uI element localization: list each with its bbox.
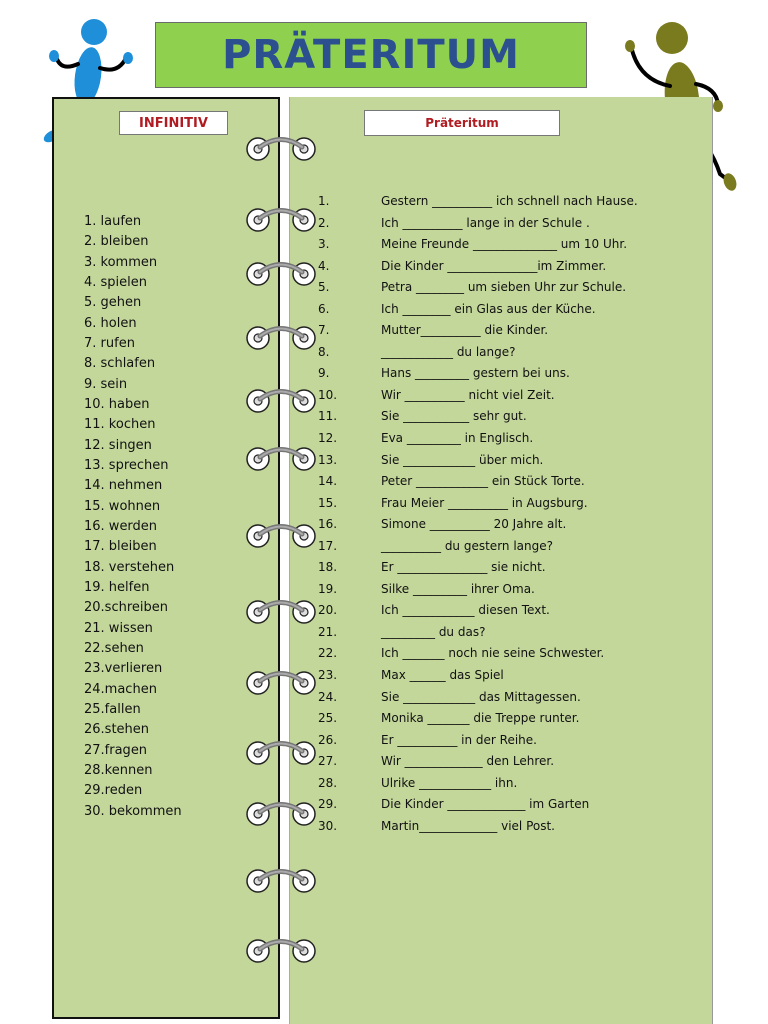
sentence-text: Ich _______ noch nie seine Schwester. bbox=[381, 646, 605, 661]
sentence-item bbox=[318, 622, 708, 644]
spiral-ring-icon bbox=[244, 259, 318, 289]
verb-item: 7. rufen bbox=[84, 335, 135, 351]
sentence-text: _________ du das? bbox=[381, 624, 486, 639]
sentence-text: Simone __________ 20 Jahre alt. bbox=[381, 517, 567, 532]
praeteritum-label: Präteritum bbox=[364, 110, 560, 136]
page-title: PRÄTERITUM bbox=[222, 32, 520, 78]
sentence-item bbox=[318, 794, 708, 816]
sentence-text: __________ du gestern lange? bbox=[381, 538, 553, 553]
spiral-ring-icon bbox=[244, 386, 318, 416]
sentence-text: Frau Meier __________ in Augsburg. bbox=[381, 495, 588, 510]
sentence-text: Wir _____________ den Lehrer. bbox=[381, 754, 555, 769]
sentence-text: Petra ________ um sieben Uhr zur Schule. bbox=[381, 280, 627, 295]
sentence-number: 25. bbox=[318, 711, 338, 726]
sentence-number: 4. bbox=[318, 258, 330, 273]
spiral-ring-icon bbox=[244, 134, 318, 164]
sentence-text: Meine Freunde ______________ um 10 Uhr. bbox=[381, 237, 628, 252]
verb-item: 24.machen bbox=[84, 681, 157, 697]
sentence-text: Hans _________ gestern bei uns. bbox=[381, 366, 570, 381]
sentence-number: 24. bbox=[318, 689, 338, 704]
infinitiv-label: INFINITIV bbox=[119, 111, 228, 135]
sentence-item bbox=[318, 557, 708, 579]
sentence-number: 1. bbox=[318, 194, 330, 208]
sentence-item bbox=[318, 687, 708, 709]
verb-item: 25.fallen bbox=[84, 701, 141, 717]
verb-item: 30. bekommen bbox=[84, 803, 182, 819]
sentence-text: Mutter__________ die Kinder. bbox=[381, 323, 549, 338]
verb-item: 9. sein bbox=[84, 376, 128, 392]
sentence-text: Ich ________ ein Glas aus der Küche. bbox=[381, 301, 596, 316]
spiral-ring-icon bbox=[244, 444, 318, 474]
sentence-text: Sie ___________ sehr gut. bbox=[381, 409, 527, 424]
sentence-item bbox=[318, 816, 708, 838]
verb-list bbox=[84, 212, 182, 822]
spiral-ring-icon bbox=[244, 668, 318, 698]
sentence-text: Martin_____________ viel Post. bbox=[381, 818, 555, 833]
sentence-number: 23. bbox=[318, 668, 338, 683]
verb-item: 28.kennen bbox=[84, 762, 153, 778]
verb-item: 10. haben bbox=[84, 396, 150, 412]
sentence-number: 2. bbox=[318, 215, 330, 230]
spiral-ring-icon bbox=[244, 597, 318, 627]
spiral-ring-icon bbox=[244, 866, 318, 896]
verb-item: 15. wohnen bbox=[84, 498, 161, 514]
spiral-ring-icon bbox=[244, 936, 318, 966]
sentence-number: 10. bbox=[318, 387, 338, 402]
sentence-text: ____________ du lange? bbox=[381, 344, 516, 359]
sentence-item bbox=[318, 471, 708, 493]
sentence-text: Silke _________ ihrer Oma. bbox=[381, 581, 535, 596]
spiral-ring-icon bbox=[244, 799, 318, 829]
verb-item: 17. bleiben bbox=[84, 539, 157, 555]
sentence-item bbox=[318, 299, 708, 321]
sentence-number: 13. bbox=[318, 452, 338, 467]
sentence-number: 12. bbox=[318, 431, 338, 446]
sentence-number: 18. bbox=[318, 560, 338, 575]
verb-item: 26.stehen bbox=[84, 722, 150, 738]
sentence-text: Ich ____________ diesen Text. bbox=[381, 603, 550, 618]
verb-item: 13. sprechen bbox=[84, 457, 169, 473]
sentence-number: 5. bbox=[318, 280, 330, 295]
spiral-ring-icon bbox=[244, 738, 318, 768]
sentence-item bbox=[318, 342, 708, 364]
spiral-ring-icon bbox=[244, 205, 318, 235]
sentence-item bbox=[318, 643, 708, 665]
sentence-item bbox=[318, 428, 708, 450]
sentence-text: Wir __________ nicht viel Zeit. bbox=[381, 387, 555, 402]
sentence-text: Peter ____________ ein Stück Torte. bbox=[381, 474, 585, 489]
sentence-text: Er __________ in der Reihe. bbox=[381, 732, 537, 747]
title-banner bbox=[155, 22, 587, 88]
sentence-item bbox=[318, 579, 708, 601]
sentence-text: Eva _________ in Englisch. bbox=[381, 431, 534, 446]
spiral-ring-icon bbox=[244, 521, 318, 551]
verb-item: 5. gehen bbox=[84, 295, 142, 311]
sentence-number: 9. bbox=[318, 366, 330, 381]
sentence-item bbox=[318, 730, 708, 752]
sentence-number: 14. bbox=[318, 474, 338, 489]
sentence-number: 22. bbox=[318, 646, 338, 661]
verb-item: 2. bleiben bbox=[84, 234, 149, 250]
sentence-item bbox=[318, 363, 708, 385]
sentence-number: 19. bbox=[318, 581, 338, 596]
sentence-number: 11. bbox=[318, 409, 338, 424]
sentence-item bbox=[318, 385, 708, 407]
sentence-text: Max ______ das Spiel bbox=[381, 668, 504, 683]
sentence-item bbox=[318, 708, 708, 730]
sentence-item bbox=[318, 256, 708, 278]
verb-item: 4. spielen bbox=[84, 274, 148, 290]
sentence-number: 27. bbox=[318, 754, 338, 769]
sentence-item bbox=[318, 406, 708, 428]
verb-item: 21. wissen bbox=[84, 620, 153, 636]
sentence-text: Er _______________ sie nicht. bbox=[381, 560, 546, 575]
sentence-number: 15. bbox=[318, 495, 338, 510]
sentence-number: 30. bbox=[318, 818, 338, 833]
sentence-text: Die Kinder _______________im Zimmer. bbox=[381, 258, 607, 273]
sentence-text: Gestern __________ ich schnell nach Hause. bbox=[381, 194, 638, 208]
sentence-text: Die Kinder _____________ im Garten bbox=[381, 797, 590, 812]
sentence-item bbox=[318, 493, 708, 515]
sentence-item bbox=[318, 600, 708, 622]
sentence-number: 20. bbox=[318, 603, 338, 618]
verb-item: 12. singen bbox=[84, 437, 152, 453]
sentence-number: 6. bbox=[318, 301, 330, 316]
sentence-item bbox=[318, 751, 708, 773]
verb-item: 27.fragen bbox=[84, 742, 148, 758]
sentence-number: 29. bbox=[318, 797, 338, 812]
verb-item: 1. laufen bbox=[84, 214, 142, 229]
sentence-number: 28. bbox=[318, 775, 338, 790]
sentence-item bbox=[318, 213, 708, 235]
verb-item: 20.schreiben bbox=[84, 600, 168, 616]
verb-item: 8. schlafen bbox=[84, 356, 156, 372]
sentence-item bbox=[318, 514, 708, 536]
sentence-item bbox=[318, 234, 708, 256]
sentence-number: 3. bbox=[318, 237, 330, 252]
verb-item: 29.reden bbox=[84, 783, 143, 799]
verb-item: 19. helfen bbox=[84, 579, 150, 595]
sentence-number: 21. bbox=[318, 624, 338, 639]
sentence-number: 16. bbox=[318, 517, 338, 532]
sentence-item bbox=[318, 536, 708, 558]
sentence-item bbox=[318, 450, 708, 472]
sentence-text: Sie ____________ über mich. bbox=[381, 452, 544, 467]
verb-item: 3. kommen bbox=[84, 254, 158, 270]
verb-item: 22.sehen bbox=[84, 640, 144, 656]
sentence-text: Monika _______ die Treppe runter. bbox=[381, 711, 580, 726]
sentence-text: Ich __________ lange in der Schule . bbox=[381, 215, 590, 230]
spiral-ring-icon bbox=[244, 323, 318, 353]
verb-item: 11. kochen bbox=[84, 417, 156, 433]
verb-item: 18. verstehen bbox=[84, 559, 175, 575]
sentence-list bbox=[318, 191, 708, 837]
verb-item: 6. holen bbox=[84, 315, 137, 331]
sentence-item bbox=[318, 277, 708, 299]
sentence-item bbox=[318, 773, 708, 795]
sentence-text: Ulrike ____________ ihn. bbox=[381, 775, 518, 790]
sentence-item bbox=[318, 191, 708, 213]
sentence-item bbox=[318, 320, 708, 342]
sentence-number: 26. bbox=[318, 732, 338, 747]
verb-item: 14. nehmen bbox=[84, 478, 163, 494]
verb-item: 23.verlieren bbox=[84, 661, 163, 677]
sentence-text: Sie ____________ das Mittagessen. bbox=[381, 689, 581, 704]
verb-item: 16. werden bbox=[84, 518, 158, 534]
sentence-item bbox=[318, 665, 708, 687]
sentence-number: 17. bbox=[318, 538, 338, 553]
sentence-number: 8. bbox=[318, 344, 330, 359]
sentence-number: 7. bbox=[318, 323, 330, 338]
